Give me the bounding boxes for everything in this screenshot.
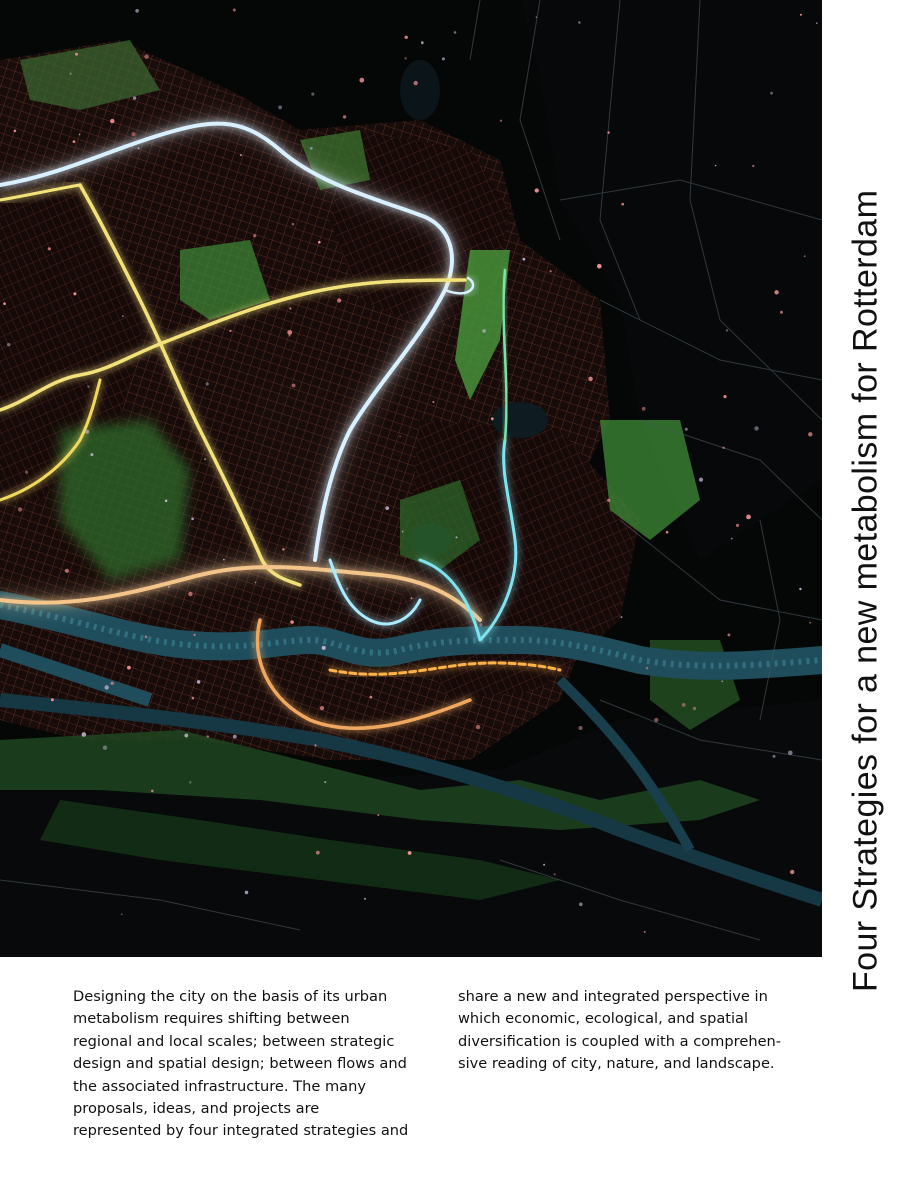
light-point (579, 726, 583, 730)
light-point (543, 864, 545, 866)
light-point (809, 622, 811, 624)
light-point (241, 124, 243, 126)
light-point (752, 165, 754, 167)
light-point (18, 507, 22, 511)
light-point (204, 458, 206, 460)
light-point (14, 130, 17, 133)
light-point (607, 131, 609, 133)
light-point (491, 417, 494, 420)
light-point (82, 732, 87, 737)
light-point (253, 234, 256, 237)
light-point (7, 343, 10, 346)
light-point (337, 298, 341, 302)
light-point (682, 703, 686, 707)
light-point (385, 506, 389, 510)
light-point (799, 588, 801, 590)
light-point (322, 646, 326, 650)
light-point (770, 92, 773, 95)
light-point (145, 636, 148, 639)
light-point (550, 270, 552, 272)
light-point (621, 616, 623, 618)
caption-line: design and spatial design; between flows and (73, 1055, 407, 1073)
caption-line: the associated infrastructure. The many (73, 1077, 367, 1095)
caption-line: regional and local scales; between strategic (73, 1032, 395, 1050)
light-point (282, 548, 285, 551)
light-point (324, 781, 326, 783)
light-point (715, 165, 717, 167)
light-point (644, 931, 646, 933)
light-point (597, 264, 602, 269)
light-point (408, 851, 412, 855)
light-point (290, 620, 293, 623)
light-point (721, 680, 723, 682)
light-point (723, 395, 726, 398)
light-point (411, 597, 413, 599)
light-point (168, 586, 170, 588)
light-point (206, 382, 209, 385)
light-point (666, 531, 669, 534)
light-point (432, 401, 434, 403)
light-point (816, 22, 818, 24)
light-point (404, 57, 406, 59)
light-point (316, 851, 320, 855)
light-point (746, 515, 751, 520)
light-point (774, 290, 778, 294)
light-point (144, 54, 149, 59)
caption-line: sive reading of city, nature, and landscape. (458, 1055, 775, 1073)
light-point (197, 680, 201, 684)
light-point (73, 292, 76, 295)
light-point (731, 538, 733, 540)
light-point (51, 698, 54, 701)
light-point (192, 697, 195, 700)
light-point (165, 500, 168, 503)
light-point (642, 407, 646, 411)
light-point (233, 9, 236, 12)
light-point (255, 582, 257, 584)
light-point (73, 140, 76, 143)
light-point (289, 335, 291, 337)
light-point (788, 751, 793, 756)
light-point (111, 682, 114, 685)
light-point (607, 499, 610, 502)
light-point (65, 569, 69, 573)
light-point (188, 592, 192, 596)
light-point (151, 790, 154, 793)
caption-left-column (73, 986, 443, 1143)
light-point (523, 258, 526, 261)
light-point (476, 725, 481, 730)
light-point (110, 119, 114, 123)
light-point (189, 781, 191, 783)
light-point (399, 436, 401, 438)
light-point (370, 696, 373, 699)
light-point (780, 311, 783, 314)
light-point (311, 93, 314, 96)
light-point (808, 432, 812, 436)
light-point (127, 666, 131, 670)
light-point (90, 453, 93, 456)
caption-line: diversification is coupled with a comprehen- (458, 1032, 782, 1050)
light-point (536, 16, 538, 18)
light-point (454, 31, 457, 34)
light-point (229, 330, 231, 332)
light-point (579, 903, 583, 907)
light-point (699, 478, 703, 482)
light-point (405, 36, 408, 39)
light-point (754, 426, 758, 430)
light-point (103, 746, 107, 750)
light-point (343, 115, 346, 118)
caption-line: represented by four integrated strategies and (73, 1122, 409, 1140)
light-point (364, 898, 366, 900)
light-point (685, 428, 688, 431)
light-point (223, 559, 225, 561)
light-point (87, 385, 89, 387)
light-point (287, 330, 292, 335)
light-point (79, 134, 81, 136)
light-point (194, 634, 196, 636)
light-point (377, 814, 379, 816)
light-point (442, 57, 445, 60)
light-point (233, 735, 237, 739)
light-point (135, 9, 139, 13)
light-point (479, 623, 482, 626)
light-point (535, 188, 539, 192)
light-point (121, 914, 123, 916)
light-point (414, 81, 418, 85)
light-point (292, 223, 295, 226)
light-point (133, 96, 136, 99)
light-point (292, 384, 296, 388)
light-point (318, 241, 321, 244)
light-point (310, 147, 313, 150)
light-point (800, 14, 802, 16)
light-point (421, 41, 424, 44)
light-point (726, 329, 728, 331)
light-point (728, 634, 731, 637)
light-point (654, 718, 658, 722)
light-point (245, 891, 249, 895)
light-point (578, 21, 580, 23)
light-point (773, 755, 776, 758)
light-point (500, 120, 502, 122)
light-point (554, 873, 556, 875)
light-point (646, 667, 648, 669)
light-point (804, 255, 806, 257)
caption-right-column (458, 986, 820, 1076)
caption-line: Designing the city on the basis of its urban (73, 988, 388, 1005)
light-point (320, 706, 324, 710)
light-point (621, 203, 624, 206)
light-point (240, 154, 242, 156)
light-point (482, 329, 486, 333)
light-point (722, 447, 724, 449)
light-point (289, 307, 291, 309)
caption-line: share a new and integrated perspective in (458, 988, 768, 1005)
light-point (207, 735, 209, 737)
light-point (48, 247, 51, 250)
light-point (75, 53, 78, 56)
light-point (3, 302, 6, 305)
light-point (346, 588, 348, 590)
light-point (790, 870, 794, 874)
light-point (105, 685, 109, 689)
light-point (278, 106, 282, 110)
caption-line: which economic, ecological, and spatial (458, 1010, 749, 1028)
light-point (25, 471, 28, 474)
light-point (359, 78, 364, 83)
light-point (191, 518, 194, 521)
light-point (314, 744, 316, 746)
light-point (736, 524, 739, 527)
page-title: Four Strategies for a new metabolism for Rotterdam (846, 189, 885, 993)
light-point (402, 531, 404, 533)
light-point (184, 734, 188, 738)
light-point (85, 430, 89, 434)
light-point (693, 707, 696, 710)
caption-line: proposals, ideas, and projects are (73, 1100, 320, 1118)
light-point (138, 147, 140, 149)
light-point (456, 536, 458, 538)
caption-line: metabolism requires shifting between (73, 1010, 350, 1028)
light-point (69, 73, 71, 75)
light-point (588, 377, 592, 381)
light-point (122, 315, 124, 317)
light-point (132, 132, 136, 136)
